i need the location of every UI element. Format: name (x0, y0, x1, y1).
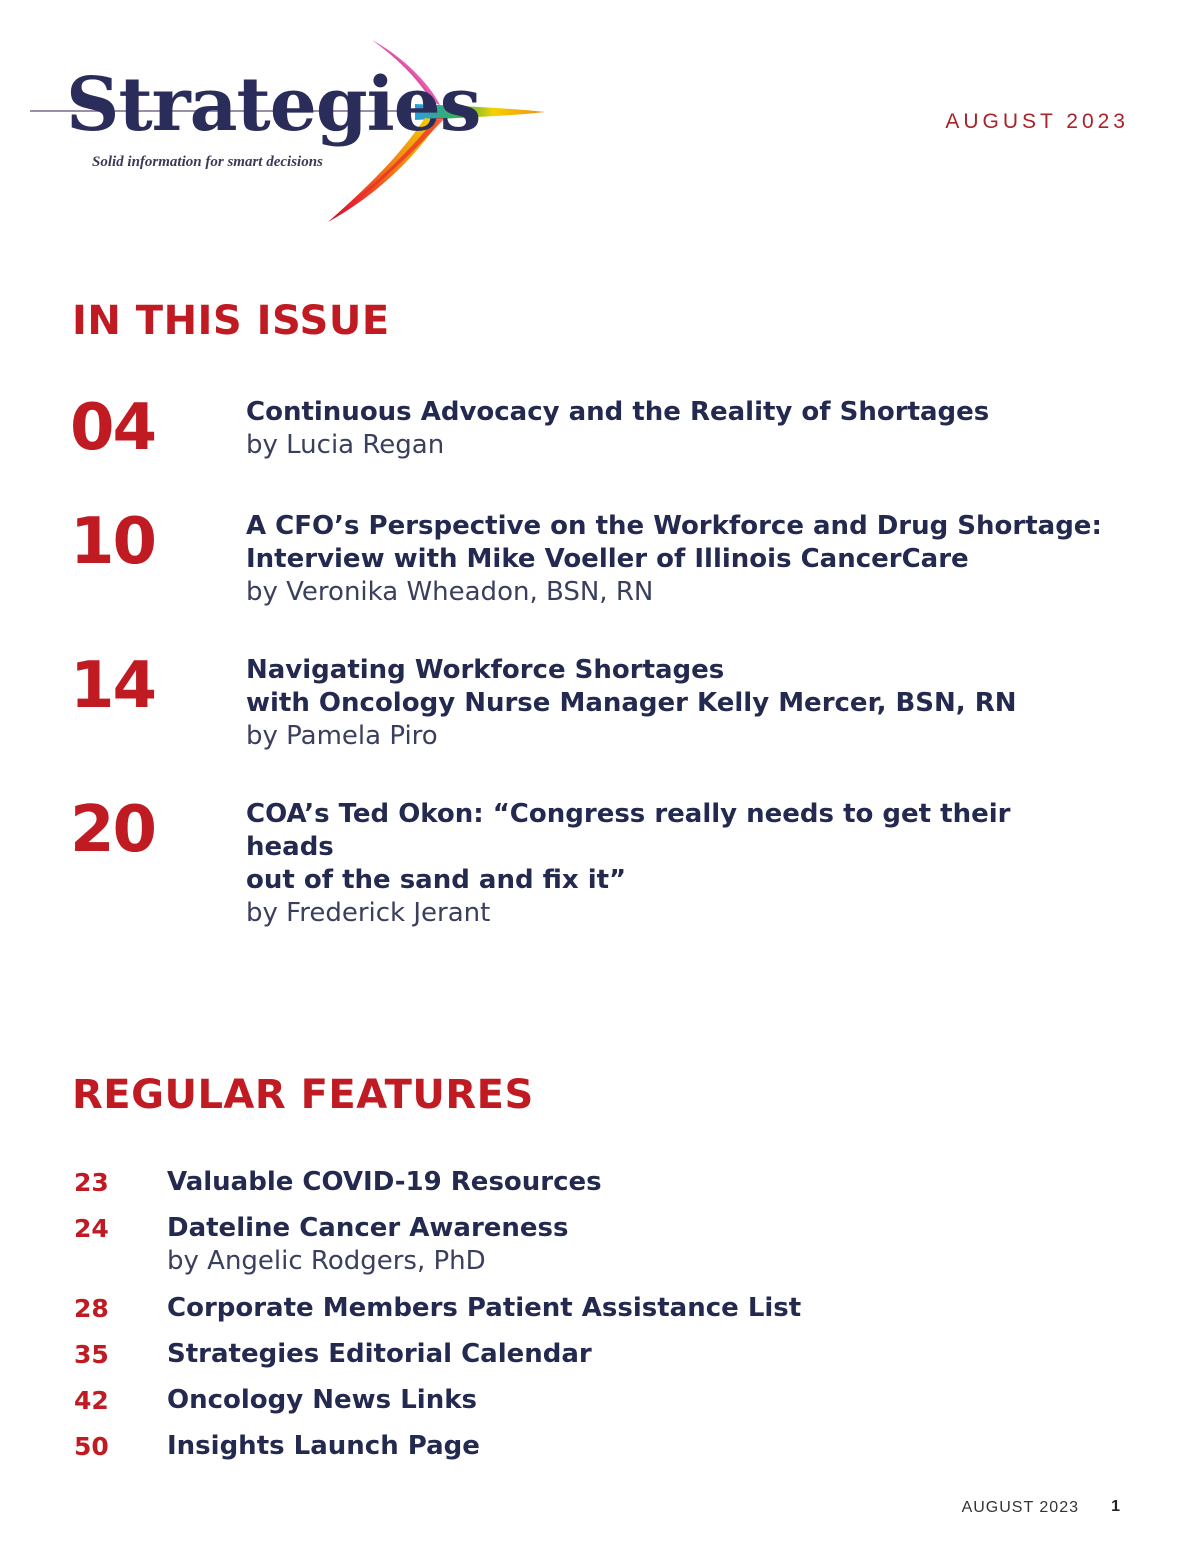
footer-page-number: 1 (1111, 1498, 1120, 1515)
logo-tagline: Solid information for smart decisions (92, 154, 323, 170)
article-body (246, 654, 1106, 753)
feature-title[interactable]: Dateline Cancer Awareness (167, 1213, 569, 1243)
article-title[interactable]: A CFO’s Perspective on the Workforce and Drug Shortage: Interview with Mike Voeller of Illinois CancerCare (246, 511, 1102, 574)
feature-body (167, 1292, 801, 1325)
feature-title[interactable]: Valuable COVID-19 Resources (167, 1167, 602, 1197)
feature-byline: by Angelic Rodgers, PhD (167, 1246, 486, 1276)
article-page-number: 20 (70, 793, 156, 867)
feature-body (167, 1430, 480, 1463)
feature-body (167, 1384, 477, 1417)
feature-page-number: 24 (74, 1214, 109, 1243)
article-byline: by Lucia Regan (246, 430, 445, 460)
feature-title[interactable]: Insights Launch Page (167, 1431, 480, 1461)
article-page-number: 14 (70, 649, 156, 723)
feature-page-number: 23 (74, 1168, 109, 1197)
feature-body (167, 1166, 602, 1199)
article-byline: by Frederick Jerant (246, 898, 491, 928)
article-body (246, 396, 1106, 462)
article-byline: by Pamela Piro (246, 721, 438, 751)
feature-page-number: 28 (74, 1294, 109, 1323)
feature-title[interactable]: Strategies Editorial Calendar (167, 1339, 592, 1369)
issue-date: AUGUST 2023 (945, 110, 1129, 133)
feature-title[interactable]: Oncology News Links (167, 1385, 477, 1415)
article-title[interactable]: Navigating Workforce Shortages with Oncology Nurse Manager Kelly Mercer, BSN, RN (246, 655, 1017, 718)
article-body (246, 510, 1106, 609)
article-body (246, 798, 1106, 930)
article-title[interactable]: COA’s Ted Okon: “Congress really needs to get their heads out of the sand and fix it” (246, 799, 1011, 895)
in-this-issue-heading: IN THIS ISSUE (72, 298, 390, 344)
masthead (0, 0, 1200, 240)
article-byline: by Veronika Wheadon, BSN, RN (246, 577, 654, 607)
article-page-number: 04 (70, 391, 156, 465)
feature-page-number: 35 (74, 1340, 109, 1369)
footer-date: AUGUST 2023 (961, 1499, 1079, 1516)
logo-wordmark: Strategies (66, 62, 481, 148)
regular-features-heading: REGULAR FEATURES (72, 1072, 534, 1118)
article-page-number: 10 (70, 505, 156, 579)
feature-body (167, 1212, 569, 1278)
article-title[interactable]: Continuous Advocacy and the Reality of Shortages (246, 397, 990, 427)
feature-title[interactable]: Corporate Members Patient Assistance List (167, 1293, 802, 1323)
feature-page-number: 42 (74, 1386, 109, 1415)
feature-page-number: 50 (74, 1432, 109, 1461)
feature-body (167, 1338, 592, 1371)
